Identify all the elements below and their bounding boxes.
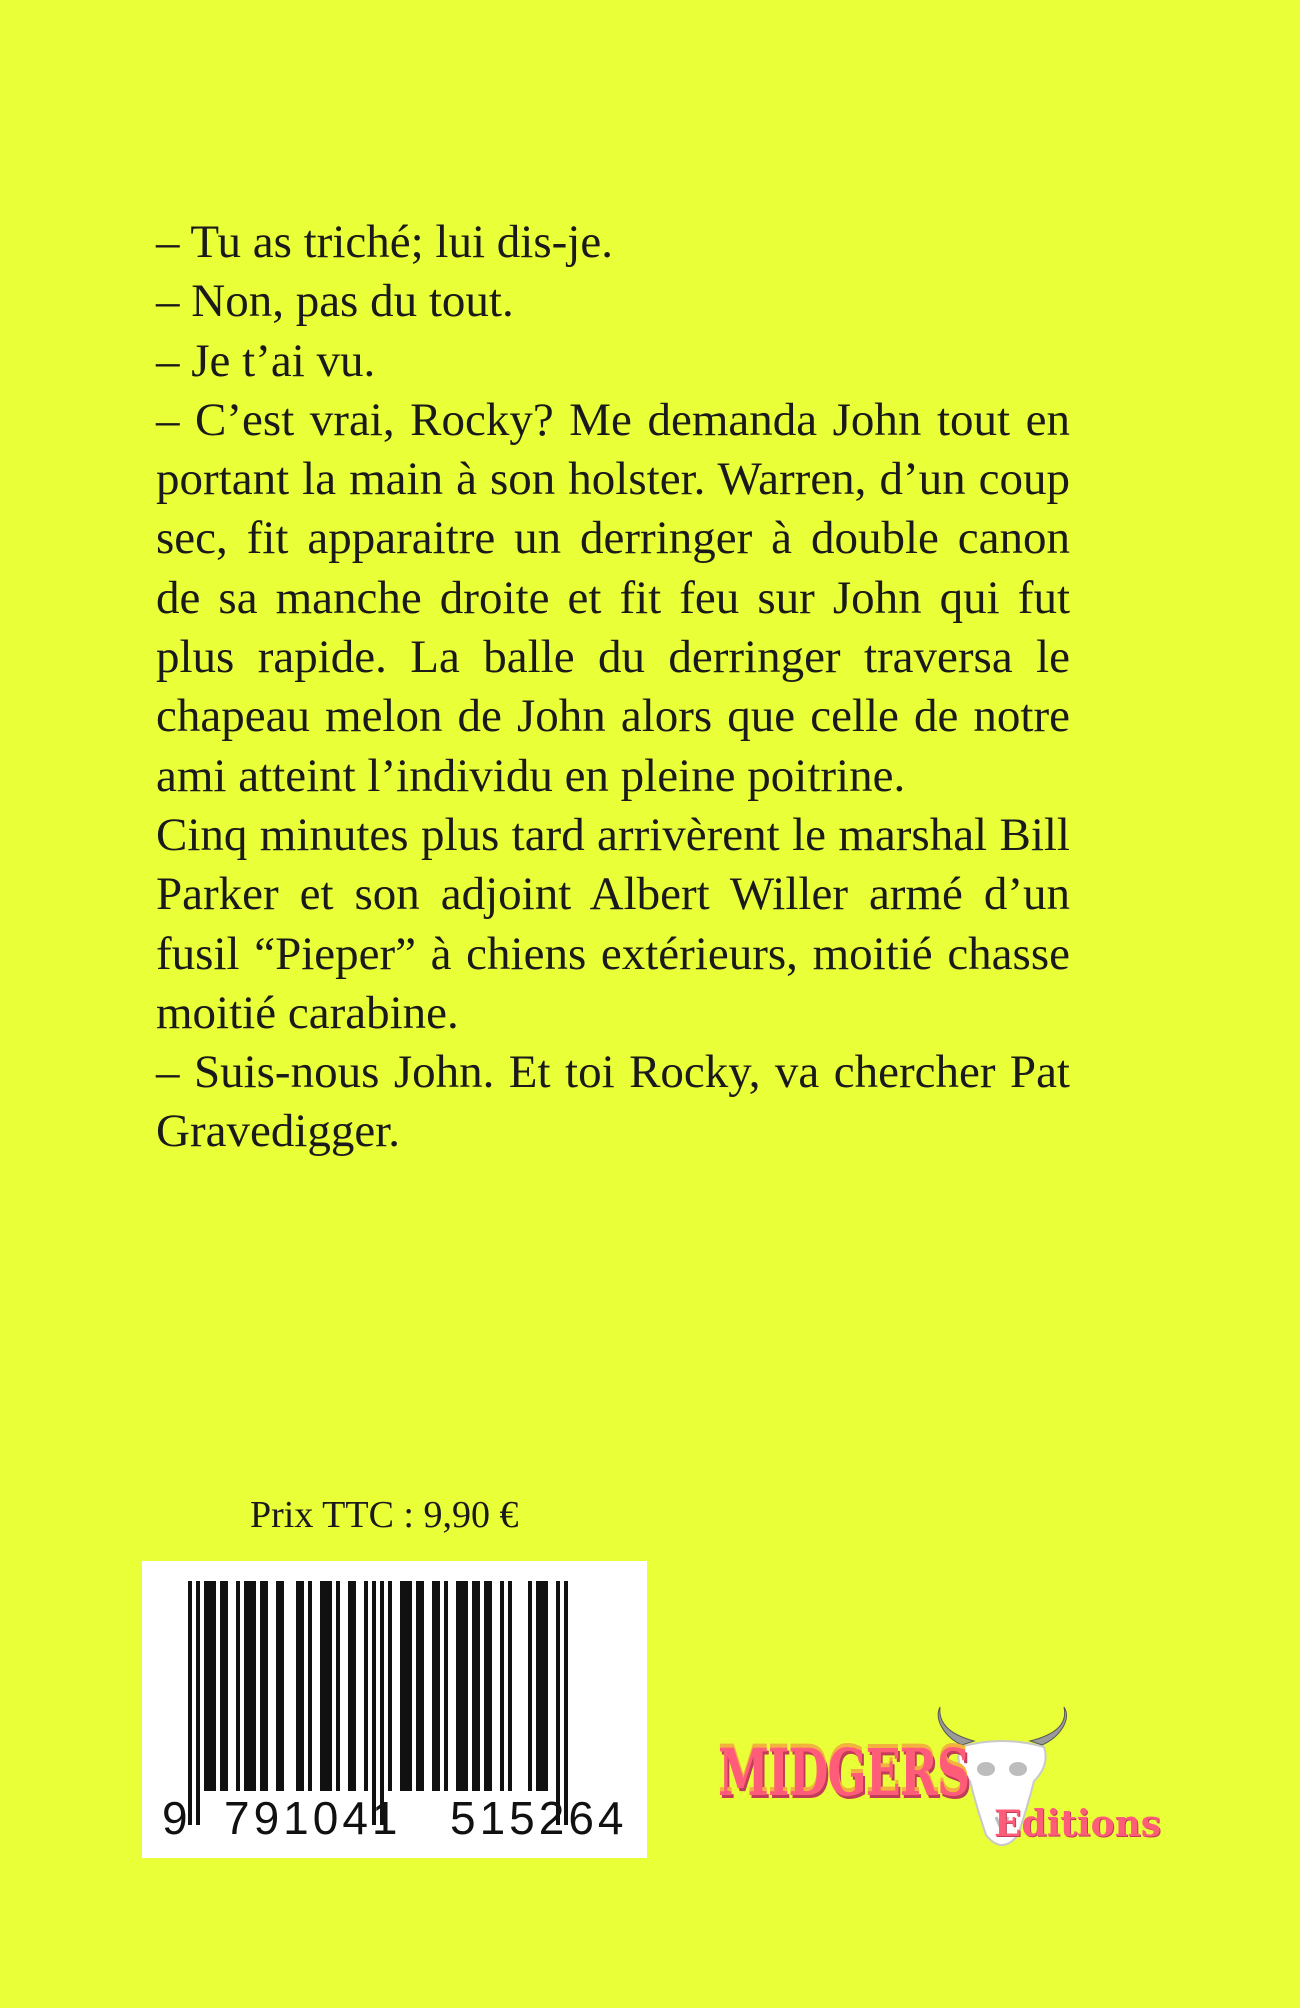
excerpt-paragraph: – C’est vrai, Rocky? Me demanda John tout en portant la main à son holster. Warren, d’un coup sec, fit apparaitre un derringer à double canon de sa manche droite et fit feu sur John qui fut plus rapide. La balle du derringer traversa le chapeau melon de John alors que celle de notre ami atteint l’individu en pleine poitrine. bbox=[156, 393, 1070, 802]
barcode-bar bbox=[236, 1581, 240, 1791]
barcode-bar bbox=[364, 1581, 368, 1791]
barcode-bar bbox=[264, 1581, 268, 1791]
barcode-bar bbox=[456, 1581, 460, 1791]
excerpt-paragraph: – Suis-nous John. Et toi Rocky, va chercher Pat Gravedigger. bbox=[156, 1046, 1070, 1158]
barcode-bar bbox=[204, 1581, 208, 1791]
barcode-bar bbox=[300, 1581, 304, 1791]
barcode-bar bbox=[420, 1581, 424, 1791]
barcode-bar bbox=[320, 1581, 324, 1791]
barcode-bar bbox=[336, 1581, 340, 1791]
barcode-bar bbox=[308, 1581, 312, 1791]
barcode-bar bbox=[352, 1581, 356, 1791]
logo-word-midgers: MIDGERS bbox=[718, 1735, 970, 1811]
barcode-bar bbox=[404, 1581, 408, 1791]
barcode-digits-group2: 515264 bbox=[450, 1792, 628, 1844]
barcode-bar bbox=[328, 1581, 332, 1791]
barcode-bar bbox=[296, 1581, 300, 1791]
barcode-bar bbox=[556, 1581, 560, 1825]
barcode-bar bbox=[408, 1581, 412, 1791]
barcode-bar bbox=[280, 1581, 284, 1791]
barcode-bar bbox=[488, 1581, 492, 1791]
barcode-bar bbox=[528, 1581, 532, 1791]
barcode-digit-first: 9 bbox=[162, 1792, 188, 1844]
barcode-bar bbox=[276, 1581, 280, 1791]
barcode-bar bbox=[248, 1581, 252, 1791]
excerpt-text bbox=[156, 213, 1070, 1162]
barcode-bar bbox=[460, 1581, 464, 1791]
barcode-bar bbox=[388, 1581, 392, 1791]
logo-word-editions: Editions bbox=[994, 1803, 1162, 1845]
barcode-bar bbox=[324, 1581, 328, 1791]
barcode-bar bbox=[484, 1581, 488, 1791]
excerpt-paragraph: – Tu as triché; lui dis-je. bbox=[156, 216, 613, 268]
excerpt-paragraph: Cinq minutes plus tard arrivèrent le marshal Bill Parker et son adjoint Albert Willer armé d’un fusil “Pieper” à chiens extérieurs, moitié chasse moitié carabine. bbox=[156, 808, 1070, 1039]
barcode-digits-group1: 791041 bbox=[224, 1792, 402, 1844]
barcode-bar bbox=[536, 1581, 540, 1791]
barcode-bar bbox=[544, 1581, 548, 1791]
barcode-bar bbox=[224, 1581, 228, 1791]
barcode-bar bbox=[540, 1581, 544, 1791]
barcode-bar bbox=[432, 1581, 436, 1791]
barcode-bar bbox=[444, 1581, 448, 1791]
barcode-bar bbox=[252, 1581, 256, 1791]
barcode-bar bbox=[416, 1581, 420, 1791]
barcode-bar bbox=[188, 1581, 192, 1825]
barcode-bar bbox=[508, 1581, 512, 1791]
barcode-bar bbox=[208, 1581, 212, 1791]
barcode-bar bbox=[464, 1581, 468, 1791]
barcode-bar bbox=[476, 1581, 480, 1791]
barcode-digits bbox=[162, 1793, 632, 1843]
barcode-bar bbox=[348, 1581, 352, 1791]
barcode-bar bbox=[260, 1581, 264, 1791]
isbn-barcode bbox=[142, 1561, 647, 1858]
barcode-bar bbox=[400, 1581, 404, 1791]
barcode-bar bbox=[380, 1581, 384, 1825]
barcode-bar bbox=[220, 1581, 224, 1791]
publisher-logo bbox=[712, 1705, 1162, 1865]
barcode-bar bbox=[244, 1581, 248, 1791]
barcode-bar bbox=[212, 1581, 216, 1791]
barcode-bar bbox=[436, 1581, 440, 1791]
excerpt-paragraph: – Je t’ai vu. bbox=[156, 334, 376, 387]
barcode-bar bbox=[372, 1581, 376, 1825]
excerpt-paragraph: – Non, pas du tout. bbox=[156, 275, 514, 328]
price-label: Prix TTC : 9,90 € bbox=[250, 1494, 519, 1536]
barcode-bar bbox=[196, 1581, 200, 1825]
barcode-bar bbox=[500, 1581, 504, 1791]
barcode-bar bbox=[564, 1581, 568, 1825]
barcode-bar bbox=[472, 1581, 476, 1791]
